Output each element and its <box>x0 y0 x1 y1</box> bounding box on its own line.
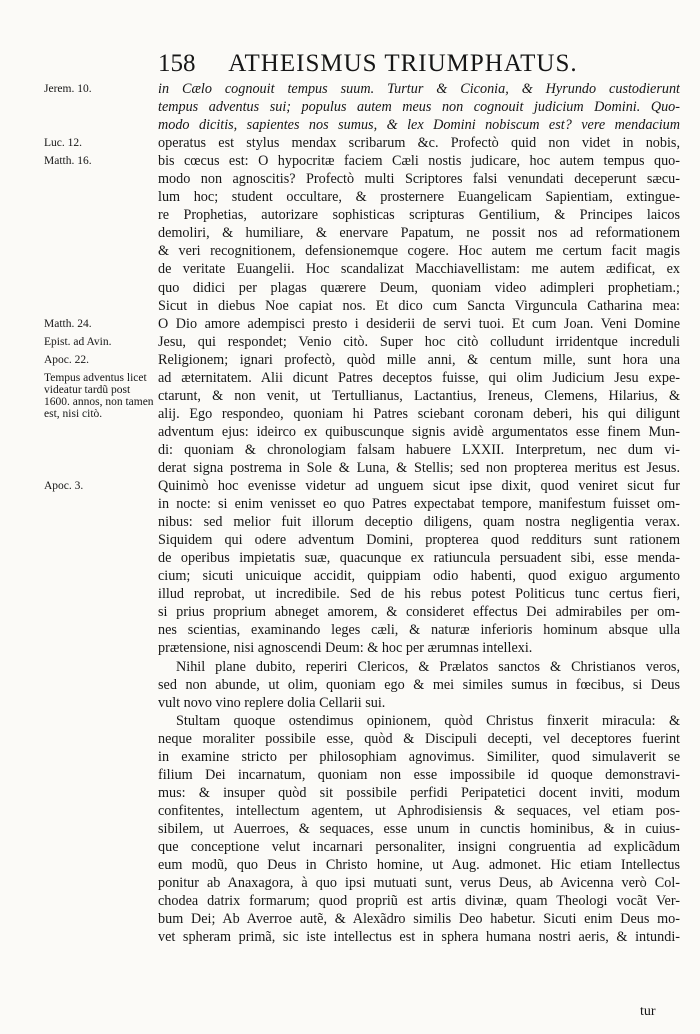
text-line: in Cælo cognouit tempus suum. Turtur & Ciconia, & Hyrundo custodierunt <box>158 81 680 97</box>
text-line: ctarunt, & non venit, ut Tertullianus, Lactantius, Ireneus, Clemens, Hilarius, & <box>158 387 680 404</box>
text-line: de operibus impietatis suæ, quacunque ex ratiuncula persuadent sibi, esse menda- <box>158 550 680 567</box>
page-header <box>158 50 678 78</box>
text-line: Sicut in diebus Noe capiat nos. Et dico cum Sancta Virguncula Catharina mea: <box>158 297 680 314</box>
running-title: ATHEISMUS TRIUMPHATUS. <box>228 50 578 77</box>
body-text <box>158 80 680 1015</box>
margin-note: Apoc. 22. <box>44 353 90 366</box>
text-line: sibilem, ut Auerroes, & sequaces, esse unum in cunctis hominibus, & in cuius- <box>158 820 680 837</box>
text-line: confitentes, intellectum agentem, ut Aphrodisiensis & sequaces, vel etiam pos- <box>158 802 680 819</box>
text-line: in examine stricto per philosophiam agnovimus. Similiter, quod simulaverit se <box>158 748 680 765</box>
margin-note: Apoc. 3. <box>44 480 84 493</box>
text-line: chodea datrix formarum; quod propriũ est artis divinæ, quam Theologi vocãt Ver- <box>158 893 680 910</box>
text-line: sed non abunde, ut olim, quoniam ego & mei similes sumus in fœcibus, si Deus <box>158 676 680 693</box>
text-line: vet spheram primã, sic iste intellectus est in sphera humana nostri aeris, & intundi- <box>158 929 680 946</box>
text-line: alij. Ego respondeo, quoniam hi Patres sciebant coronam deberi, his qui diligunt <box>158 405 680 422</box>
text-line: modo non agnoscitis? Profectò multi Scriptores falsi venundati deceperunt sæcu- <box>158 171 680 188</box>
margin-note: Matth. 16. <box>44 155 92 168</box>
margin-note: Matth. 24. <box>44 317 92 330</box>
text-line: eum modũ, quo Deus in Christo homine, ut Aug. admonet. Hic etiam Intellectus <box>158 857 680 874</box>
page-number: 158 <box>158 50 196 77</box>
text-line: vult novo vino replere dolia Cellarii sui. <box>158 694 386 711</box>
text-line: bis cœcus est: O hypocritæ faciem Cæli nostis judicare, hoc autem tempus quo- <box>158 153 680 170</box>
text-line: modo dicitis, sapientes nos sumus, & lex Domini nobiscum est? vere mendacium <box>158 117 680 134</box>
text-line: Jesu, qui respondet; Venio citò. Super hoc citò colludunt irridentque increduli <box>158 333 680 350</box>
text-line: adventum ejus: ideirco ex quibuscunque signis avidè argumentatos esse finem Mun- <box>158 423 680 440</box>
text-line: Nihil plane dubito, reperiri Clericos, & Prælatos sanctos & Christianos veros, <box>176 658 680 675</box>
text-line: mus: & insuper quòd sit possibile perfidi Peripatetici docent inviti, modum <box>158 784 680 801</box>
text-line: Siquidem qui odere adventum Domini, propterea quod redditurs sunt rationem <box>158 532 680 549</box>
text-line: lum hoc; student occultare, & prosternere Euangelicam Sapientiam, extingue- <box>158 189 680 206</box>
text-line: nibus: sed melior fuit illorum deceptio diligens, quam nostra negligentia verax. <box>158 514 680 531</box>
text-line: quo didici per plagas quærere Deum, quoniam video adimpleri prophetiam.; <box>158 279 680 296</box>
text-line: operatus est stylus mendax scribarum &c. Profectò quid non videt in nobis, <box>158 135 680 152</box>
text-line: prætensione, nisi agnoscendi Deum: & hoc per ærumnas intellexi. <box>158 640 533 657</box>
text-line: derat signa postrema in Sole & Luna, & Stellis; sed non propterea meritus est Jesus. <box>158 459 680 476</box>
text-line: Quinimò hoc evenisse videtur ad unguem sicut ipse dixit, quod veniret sicut fur <box>158 478 680 495</box>
text-line: re Prophetias, autorizare sophisticas scripturas Gentilium, & Principes laicos <box>158 207 680 224</box>
text-line: cium; sicuti unicuique accidit, quippiam odio habenti, quod exiguo argumento <box>158 568 680 585</box>
text-line: ponitur ab Anaxagora, à quo ipsi mutuati sunt, verus Deus, ab Avicenna verò Col- <box>158 875 680 892</box>
text-line: demoliri, & humiliare, & enervare Papatum, ne possit nos ad reformationem <box>158 225 680 242</box>
margin-note: Epist. ad Avin. <box>44 335 112 348</box>
text-line: neque moraliter possibile esse, quòd & Discipuli decepti, vel deceptores fuerint <box>158 730 680 747</box>
text-line: illud reprobat, ut incredibile. Sed de his rebus potest Politicus tunc certus fieri, <box>158 586 680 603</box>
text-line: filium Dei incarnatum, quoniam non esse impossibile id quoque demonstravi- <box>158 766 680 783</box>
margin-note: Tempus adventus licet videatur tardũ post 1600. annos, non tamen est, nisi citò. <box>44 371 154 421</box>
text-line: Religionem; ignari profectò, quòd mille anni, & centum mille, sunt hora una <box>158 351 680 368</box>
text-line: si prius proprium abneget amorem, & consideret effectus Dei admirabiles per om- <box>158 604 680 621</box>
text-line: di: quoniam & chronologiam falsam habuere LXXII. Interpretum, nec dum vi- <box>158 441 680 458</box>
margin-note: Luc. 12. <box>44 137 83 150</box>
margin-notes <box>44 0 154 1034</box>
text-line: tempus adventus sui; populus autem meus non cognouit judicium Domini. Quo- <box>158 99 680 116</box>
text-line: de veritate Euangelii. Hoc scandalizat Macchiavellistam: me autem ædificat, ex <box>158 261 680 278</box>
catchword: tur <box>640 1004 656 1019</box>
text-line: ad æternitatem. Alii dicunt Patres deceptos fuisse, qui olim Judicium Jesu expe- <box>158 369 680 386</box>
margin-note: Jerem. 10. <box>44 83 92 95</box>
text-line: Stultam quoque ostendimus opinionem, quòd Christus finxerit miracula: & <box>176 712 680 729</box>
text-line: O Dio amore adempisci presto i desiderii de servi tuoi. Et cum Joan. Veni Domine <box>158 315 680 332</box>
text-line: & veri recognitionem, defensionemque cogere. Hoc autem me certum facit magis <box>158 243 680 260</box>
text-line: que conceptione velut incarnari personaliter, insigni congruentia ad explicãdum <box>158 838 680 855</box>
text-line: nes scientias, examinando leges cæli, & naturæ inferioris hominum absque ulla <box>158 622 680 639</box>
text-line: bum Dei; Ab Averroe autẽ, & Alexãdro similis Deo habetur. Sicuti enim Deus mo- <box>158 911 680 928</box>
text-line: in nocte: si enim venisset eo quo Patres expectabat tempore, manifestum fuisset om- <box>158 496 680 513</box>
